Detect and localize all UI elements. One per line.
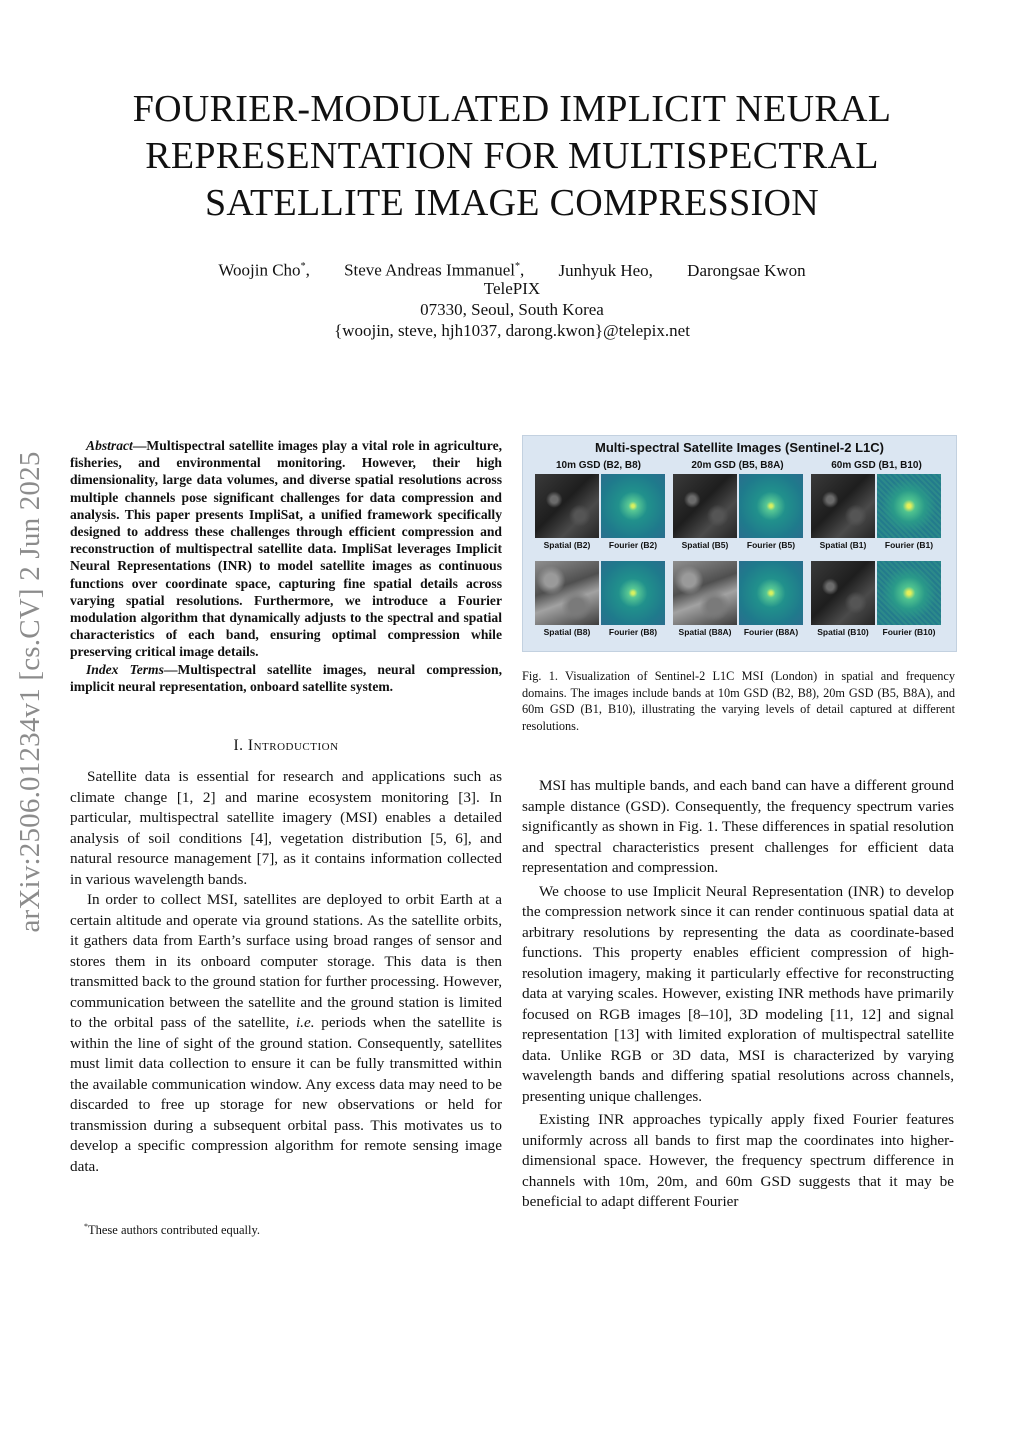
section-title: Introduction [247, 737, 339, 754]
index-terms-label: Index Terms [86, 661, 164, 677]
abstract [70, 437, 502, 695]
spatial-thumbnail-b8 [535, 561, 599, 625]
thumbnail-label: Fourier (B8) [608, 627, 658, 637]
arxiv-identifier-stamp: arXiv:2506.01234v1 [cs.CV] 2 Jun 2025 [14, 451, 46, 933]
right-paragraph-3: Existing INR approaches typically apply fixed Fourier features uniformly across all bands to first map the coordinates into higher-dimensional space. However, the frequency spectrum difference in channels with 10m, 20m, and 60m GSD suggests that it may be beneficial to adapt different Fourier [522, 1111, 954, 1210]
author-list [60, 256, 964, 281]
right-paragraph-2: We choose to use Implicit Neural Representation (INR) to develop the compression network since it can render continuous spatial data at arbitrary resolutions by representing the data as coordinate-based functions. This property enables efficient compression of high-resolution imagery, making it particularly effective for reconstructing data at varying scales. However, existing INR methods have primarily focused on RGB images [8–10], 3D modeling [11, 12] and signal representation [13] with limited exploration of multispectral satellite data. Unlike RGB or 3D data, MSI is characterized by varying wavelength bands and differing spatial resolutions across channels, presenting unique challenges. [522, 882, 954, 1105]
figure-1-image [522, 435, 957, 652]
thumbnail-label: Spatial (B8A) [678, 627, 732, 637]
fourier-thumbnail-b8 [601, 561, 665, 625]
introduction-body [70, 767, 502, 1177]
spatial-thumbnail-b5 [673, 474, 737, 538]
thumbnail-label: Fourier (B2) [608, 540, 658, 550]
intro-paragraph-1: Satellite data is essential for research and applications such as climate change [1, 2] and marine ecosystem monitoring [3]. In particular, multispectral satellite imagery (MSI) enables a detailed analysis of soil conditions [4], vegetation distribution [5, 6], and natural resource management [7], as it contains information collected in various wavelength bands. [70, 768, 502, 888]
affiliation-emails: {woojin, steve, hjh1037, darong.kwon}@telepix.net [334, 321, 690, 340]
footnote-text: These authors contributed equally. [88, 1223, 261, 1238]
title-line-3: SATELLITE IMAGE COMPRESSION [204, 182, 819, 224]
spatial-thumbnail-b8a [673, 561, 737, 625]
figure-group-label: 20m GSD (B5, B8A) [691, 460, 784, 471]
figure-group-label: 60m GSD (B1, B10) [831, 460, 922, 471]
right-paragraph-1: MSI has multiple bands, and each band can have a different ground sample distance (GSD). Consequently, the frequency spectrum varies significantly as shown in Fig. 1. These differences in spatial resolution and spectral characteristics present challenges for efficient data representation and compression. [522, 777, 954, 876]
title-line-2: REPRESENTATION FOR MULTISPECTRAL [145, 135, 879, 177]
thumbnail-label: Spatial (B2) [543, 540, 591, 550]
author [218, 256, 309, 281]
section-number: I. [233, 737, 244, 754]
spatial-thumbnail-b2 [535, 474, 599, 538]
fourier-thumbnail-b5 [739, 474, 803, 538]
footnote [84, 1219, 504, 1238]
spatial-thumbnail-b10 [811, 561, 875, 625]
intro-paragraph-2-part-a: In order to collect MSI, satellites are deployed to orbit Earth at a certain altitude and operate via ground stations. As the satellite orbits, it gathers data from Earth’s surface using broad ranges of sensor and stores them in its onboard computer storage. This data is then transmitted back to the ground station for further processing. However, communication between the satellite and the ground station is limited to the orbital pass of the satellite, [70, 891, 502, 1031]
thumbnail-label: Fourier (B1) [884, 540, 934, 550]
paper-title [60, 86, 964, 227]
author-name: Woojin Cho [218, 260, 301, 280]
equal-contribution-mark: * [300, 261, 306, 272]
thumbnail-label: Fourier (B10) [882, 627, 936, 637]
author [344, 256, 524, 281]
right-column-body [522, 776, 954, 1216]
thumbnail-label: Fourier (B8A) [743, 627, 799, 637]
figure-group-label: 10m GSD (B2, B8) [555, 460, 642, 471]
thumbnail-label: Spatial (B5) [681, 540, 729, 550]
footnote-mark: * [84, 1222, 88, 1231]
abstract-text: —Multispectral satellite images play a vital role in agriculture, fisheries, and environmental monitoring. However, their high dimensionality, large data volumes, and diverse spatial resolutions across multiple channels pose significant challenges for data compression and analysis. This paper presents ImpliSat, a unified framework specifically designed to address these challenges through efficient compression and reconstruction of multispectral satellite data. ImpliSat leverages Implicit Neural Representations (INR) to model satellite images as continuous functions over coordinate space, capturing fine spatial details across varying spatial resolutions. Furthermore, we introduce a Fourier modulation algorithm that dynamically adjusts to the spectral and spatial characteristics of each band, ensuring optimal compression while preserving critical image details. [70, 438, 502, 660]
fourier-thumbnail-b1 [877, 474, 941, 538]
thumbnail-label: Fourier (B5) [746, 540, 796, 550]
thumbnail-label: Spatial (B1) [819, 540, 867, 550]
author-name: Darongsae Kwon [687, 260, 806, 280]
spatial-thumbnail-b1 [811, 474, 875, 538]
thumbnail-label: Spatial (B10) [817, 627, 869, 637]
fourier-thumbnail-b10 [877, 561, 941, 625]
abstract-label: Abstract [86, 438, 133, 453]
intro-paragraph-2 [70, 890, 502, 1177]
author-separator: , [519, 260, 525, 280]
section-heading-introduction [70, 737, 502, 755]
author-separator: , [305, 260, 310, 280]
figure-1-caption: Fig. 1. Visualization of Sentinel-2 L1C MSI (London) in spatial and frequency domains. The images include bands at 10m GSD (B2, B8), 20m GSD (B5, B8A), and 60m GSD (B1, B10), illustrating the varying levels of detail captured at different resolutions. [522, 669, 955, 733]
intro-paragraph-2-part-b: periods when the satellite is within the line of sight of the ground station. Consequently, satellites must limit data collection to ensure it can be fully transmitted within the available communication window. Any excess data may need to be discarded to free up storage for new observations or held for transmission during a subsequent orbital pass. This motivates us to develop a specific compression algorithm for remote sensing image data. [70, 1014, 502, 1175]
fourier-thumbnail-b8a [739, 561, 803, 625]
index-terms-text: —Multispectral satellite images, neural compression, implicit neural representation, onboard satellite system. [70, 661, 503, 694]
abstract-paragraph [70, 437, 502, 661]
author-name: Steve Andreas Immanuel [344, 260, 515, 280]
intro-paragraph-2-ie: i.e. [295, 1014, 315, 1031]
index-terms-paragraph [70, 661, 502, 695]
title-line-1: FOURIER-MODULATED IMPLICIT NEURAL [132, 88, 892, 130]
thumbnail-label: Spatial (B8) [543, 627, 591, 637]
equal-contribution-mark: * [514, 261, 520, 272]
author-name: Junhyuk Heo, [558, 260, 653, 280]
fourier-thumbnail-b2 [601, 474, 665, 538]
figure-header: Multi-spectral Satellite Images (Sentinel-2 L1C) [595, 440, 884, 455]
affiliation-org: TelePIX [483, 279, 541, 298]
affiliation-address: 07330, Seoul, South Korea [420, 300, 604, 319]
